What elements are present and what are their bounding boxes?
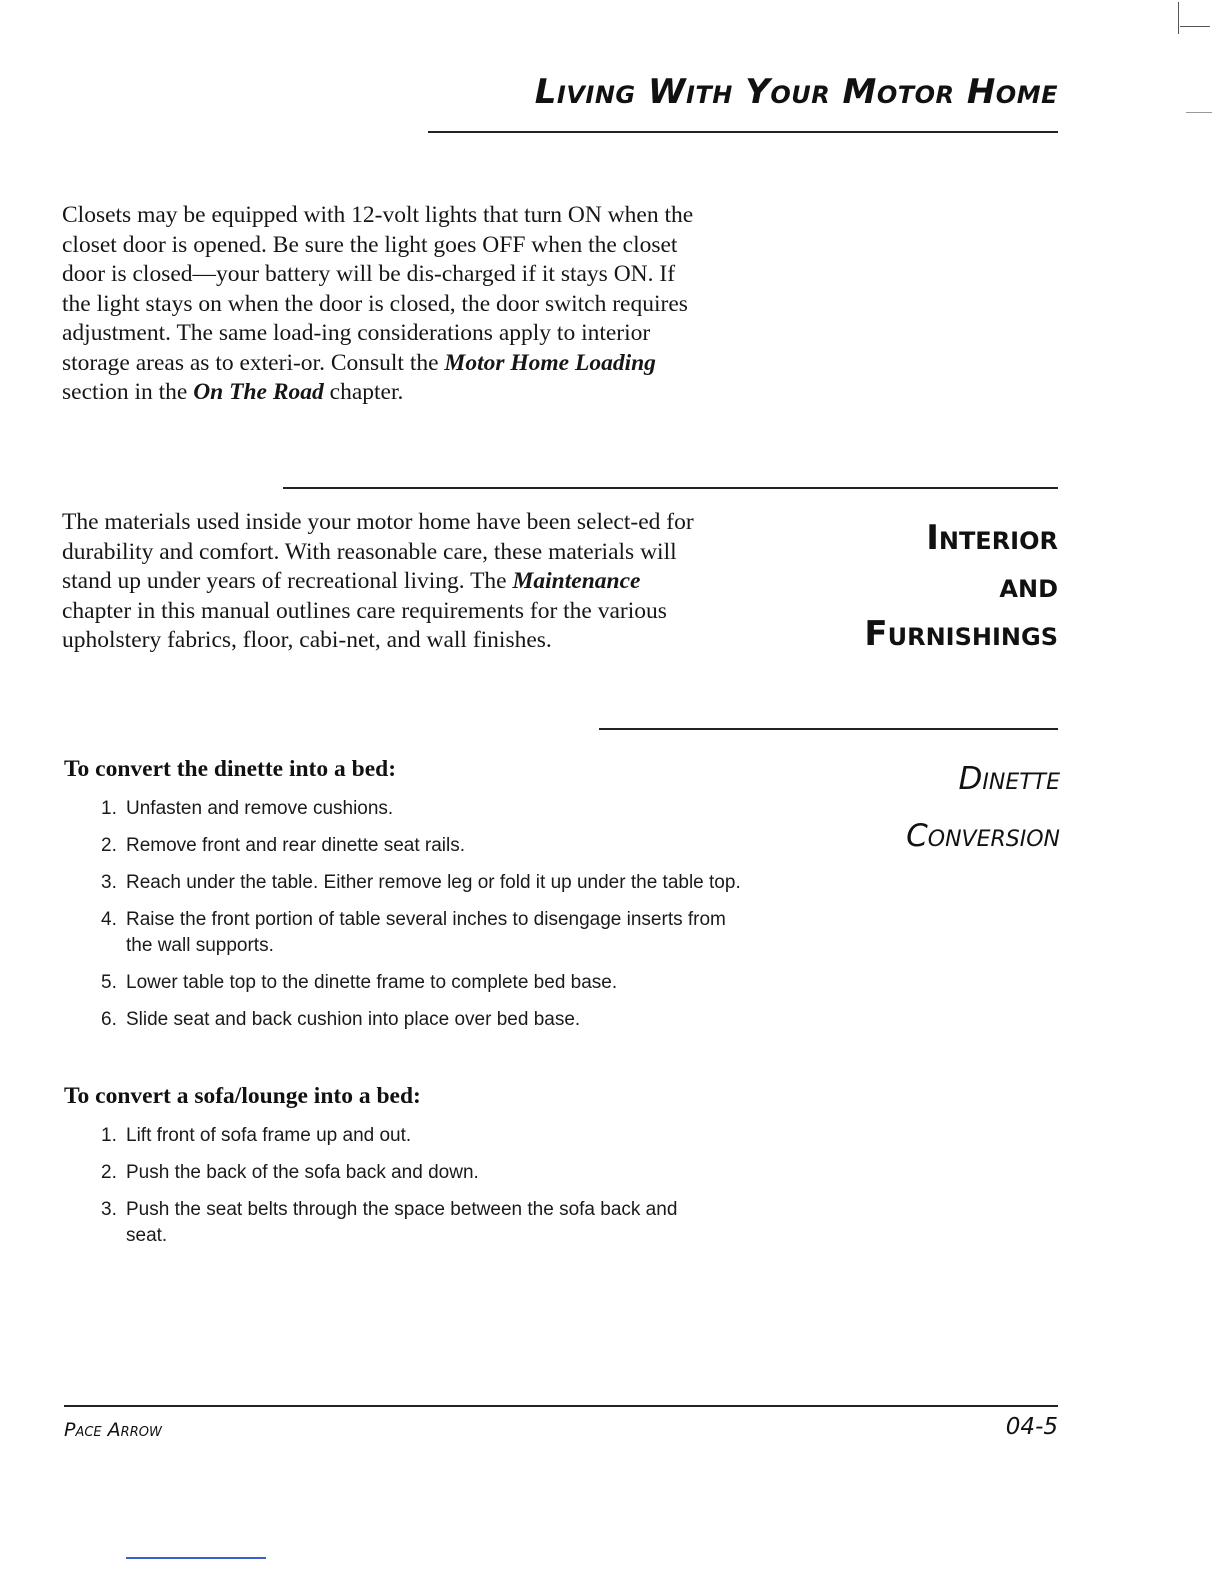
closet-lights-paragraph — [62, 201, 702, 408]
heading-line-furnishings: Furnishings — [864, 614, 1058, 654]
list-item — [64, 907, 744, 959]
interior-materials-paragraph — [62, 508, 702, 656]
dinette-steps-list — [64, 796, 744, 1044]
step-number: 6. — [101, 1009, 117, 1030]
sofa-procedure-title: To convert a sofa/lounge into a bed: — [64, 1083, 421, 1109]
list-item — [64, 796, 744, 822]
list-item — [64, 970, 744, 996]
list-item — [64, 870, 744, 896]
list-item — [64, 1007, 744, 1033]
interior-text-2: chapter in this manual outlines care requirements for the various upholstery fabrics, floor, cabi-net, and wall finishes. — [62, 597, 667, 653]
closet-text-1: Closets may be equipped with 12-volt lights that turn ON when the closet door is opened. Be sure the light goes OFF when the closet door is closed—your battery will be dis-charged if it stays ON. If the light stays on when the door is closed, the door switch requires adjustment. The same load-ing considerations apply to interior storage areas as to exteri-or. Consult the — [62, 202, 694, 376]
step-text: Slide seat and back cushion into place over bed base. — [126, 1009, 581, 1030]
dinette-procedure-title: To convert the dinette into a bed: — [64, 756, 397, 782]
section-divider-interior — [283, 487, 1058, 489]
section-divider-dinette — [599, 728, 1058, 730]
footer-rule — [64, 1405, 1058, 1407]
step-number: 5. — [101, 972, 117, 993]
footer-product-name: Pace Arrow — [64, 1419, 162, 1441]
ref-on-the-road: On The Road — [193, 379, 324, 405]
closet-text-3: chapter. — [323, 379, 404, 405]
scan-margin-mark — [1186, 112, 1212, 113]
step-number: 2. — [101, 1162, 117, 1183]
interior-text-1: The materials used inside your motor home have been select-ed for durability and comfort. With reasonable care, these materials will stand up under years of recreational living. The — [62, 509, 694, 594]
step-text: Remove front and rear dinette seat rails. — [126, 835, 466, 856]
scan-blue-line — [126, 1557, 266, 1559]
scan-margin-mark — [1180, 26, 1210, 27]
step-text: Push the seat belts through the space between the sofa back and seat. — [126, 1199, 678, 1246]
closet-text-2: section in the — [62, 379, 194, 405]
step-text: Unfasten and remove cushions. — [126, 798, 394, 819]
step-number: 3. — [101, 872, 117, 893]
step-text: Push the back of the sofa back and down. — [126, 1162, 479, 1183]
sofa-steps-list — [64, 1123, 704, 1260]
step-text: Raise the front portion of table several inches to disengage inserts from the wall supports. — [126, 909, 726, 956]
scan-margin-mark — [1178, 2, 1179, 34]
step-number: 1. — [101, 1125, 117, 1146]
ref-maintenance: Maintenance — [512, 568, 641, 594]
list-item — [64, 833, 744, 859]
step-text: Lower table top to the dinette frame to complete bed base. — [126, 972, 618, 993]
step-number: 4. — [101, 909, 117, 930]
heading-line-conversion: Conversion — [906, 818, 1060, 854]
chapter-title: Living With Your Motor Home — [534, 72, 1058, 112]
step-number: 3. — [101, 1199, 117, 1220]
heading-line-and: and — [999, 566, 1058, 606]
list-item — [64, 1123, 704, 1149]
step-number: 2. — [101, 835, 117, 856]
list-item — [64, 1160, 704, 1186]
ref-motor-home-loading: Motor Home Loading — [444, 349, 656, 376]
step-number: 1. — [101, 798, 117, 819]
footer-page-number: 04-5 — [1005, 1414, 1058, 1440]
step-text: Lift front of sofa frame up and out. — [126, 1125, 412, 1146]
step-text: Reach under the table. Either remove leg or fold it up under the table top. — [126, 872, 741, 893]
heading-line-dinette: Dinette — [958, 761, 1060, 797]
dinette-conversion-heading — [740, 751, 1060, 865]
interior-furnishings-heading — [738, 514, 1058, 658]
list-item — [64, 1197, 704, 1249]
header-rule — [428, 131, 1058, 133]
heading-line-interior: Interior — [926, 518, 1058, 558]
